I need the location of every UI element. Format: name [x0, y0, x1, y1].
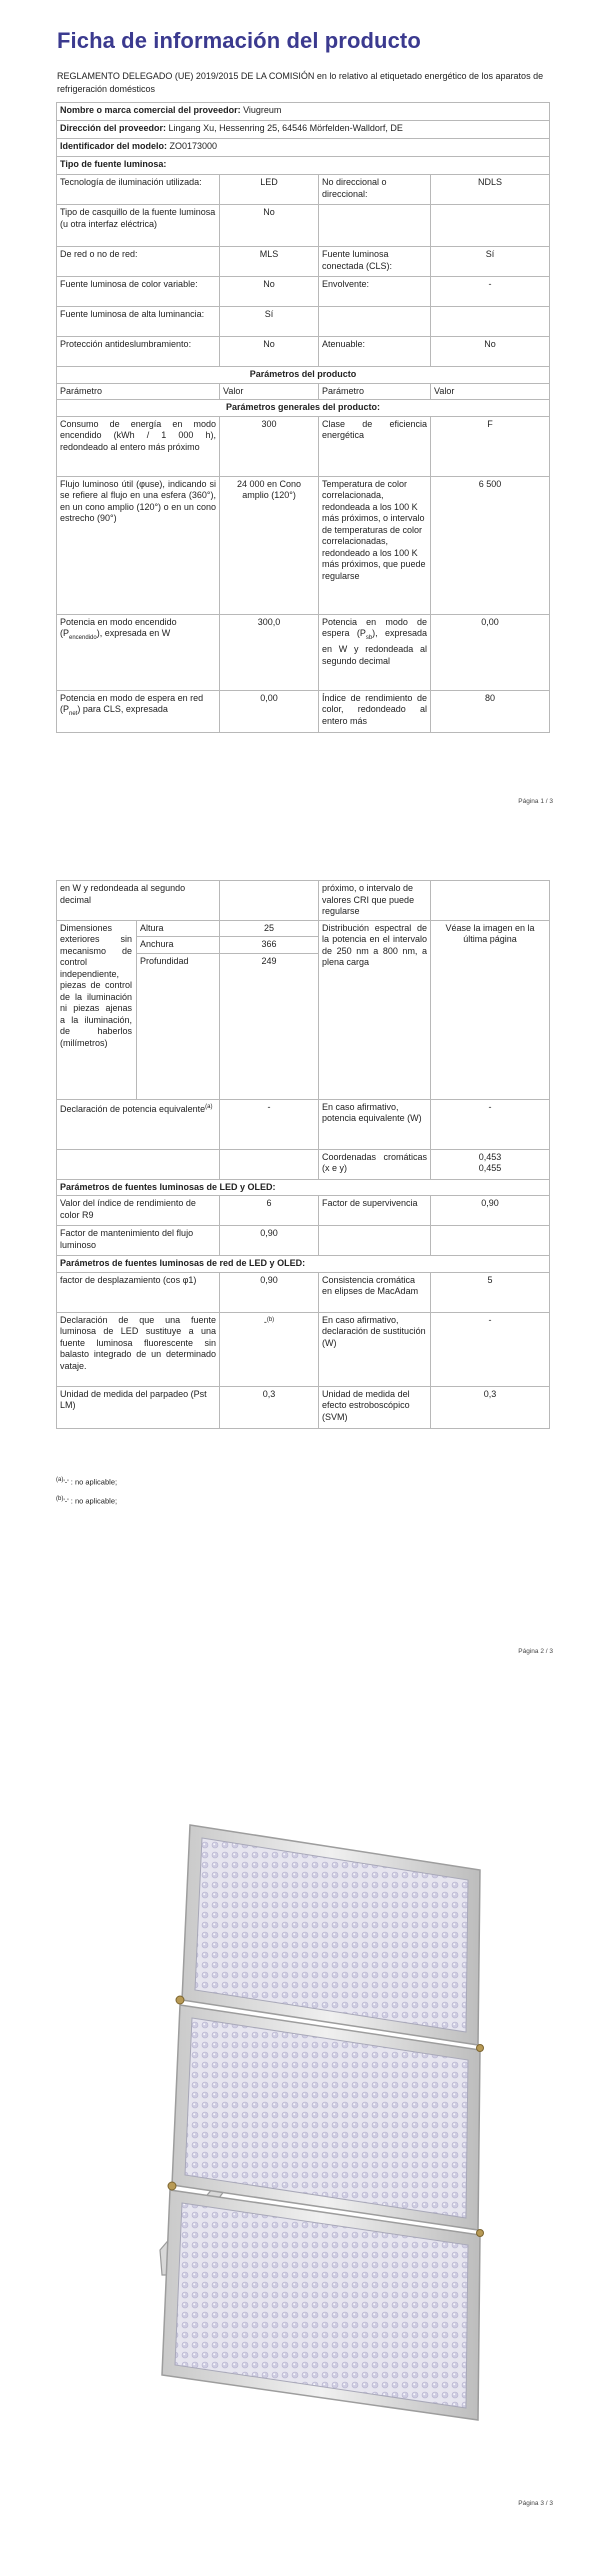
cri-label-cont: próximo, o intervalo de valores CRI que puede regularse	[319, 881, 431, 921]
cct-value: 6 500	[431, 476, 550, 614]
col-param-2: Parámetro	[319, 383, 431, 400]
glare-value: No	[220, 337, 319, 367]
glare-label: Protección antideslumbramiento:	[57, 337, 220, 367]
spd-label: Distribución espectral de la potencia en el intervalo de 250 nm a 800 nm, a plena carga	[319, 920, 431, 1099]
product-info-table	[56, 102, 550, 733]
regulation-text: REGLAMENTO DELEGADO (UE) 2019/2015 DE LA COMISIÓN en lo relativo al etiquetado energético de los aparatos de refrigeración domésticos	[57, 71, 544, 94]
eclass-value: F	[431, 416, 550, 476]
equiv-value: -	[220, 1099, 319, 1149]
envelope-label: Envolvente:	[319, 277, 431, 307]
mains-value: MLS	[220, 247, 319, 277]
r9-value: 6	[220, 1196, 319, 1226]
equiv-power-value: -	[431, 1099, 550, 1149]
led-heading: Parámetros de fuentes luminosas de LED y OLED:	[57, 1179, 550, 1196]
product-params-table-cont	[56, 880, 550, 1429]
general-heading: Parámetros generales del producto:	[57, 400, 550, 417]
on-power-label: Potencia en modo encendido $(P_{encendido})$, expresada en W	[57, 614, 220, 690]
hl-value: Sí	[220, 307, 319, 337]
supplier-address-row: Dirección del proveedor: Lingang Xu, Hessenring 25, 64546 Mörfelden-Walldorf, DE	[57, 121, 550, 139]
product-image	[150, 1820, 550, 2430]
footnote-a: $^{(a)}$'-' : no aplicable;	[56, 1477, 118, 1487]
r9-label: Valor del índice de rendimiento de color R9	[57, 1196, 220, 1226]
depth-label: Profundidad	[137, 953, 220, 1099]
width-value: 366	[220, 937, 319, 954]
footnote-b: $^{(b)}$'-' : no aplicable;	[56, 1495, 118, 1505]
page-number-1: Página 1 / 3	[518, 798, 553, 805]
dimmable-label: Atenuable:	[319, 337, 431, 367]
tech-label: Tecnología de iluminación utilizada:	[57, 175, 220, 205]
doc-title: Ficha de información del producto	[57, 28, 421, 53]
chroma-value: 0,453 0,455	[431, 1149, 550, 1179]
tunable-label: Fuente luminosa de color variable:	[57, 277, 220, 307]
mains-label: De red o no de red:	[57, 247, 220, 277]
dimmable-value: No	[431, 337, 550, 367]
width-label: Anchura	[137, 937, 220, 954]
replace-value: -$^{(b)}$	[220, 1312, 319, 1386]
cls-value: Sí	[431, 247, 550, 277]
standby-value: 0,00	[431, 614, 550, 690]
cri-label: Índice de rendimiento de color, redondeado al entero más	[319, 690, 431, 732]
survival-label: Factor de supervivencia	[319, 1196, 431, 1226]
replace-w-value: -	[431, 1312, 550, 1386]
survival-value: 0,90	[431, 1196, 550, 1226]
standby-label: Potencia en modo de espera $(P_{sb})$, expresada en W y redondeada al segundo decimal	[319, 614, 431, 690]
netstandby-value: 0,00	[220, 690, 319, 732]
cri-value: 80	[431, 690, 550, 732]
flux-label: Flujo luminoso útil (φuse), indicando si se refiere al flujo en una esfera (360°), en un cono amplio (120°) o en un cono estrecho (90°)	[57, 476, 220, 614]
macadam-value: 5	[431, 1272, 550, 1312]
netstandby-label-cont: en W y redondeada al segundo decimal	[57, 881, 220, 921]
tech-value: LED	[220, 175, 319, 205]
page-3	[0, 1700, 603, 2560]
nondir-value: NDLS	[431, 175, 550, 205]
tunable-value: No	[220, 277, 319, 307]
displacement-label: factor de desplazamiento (cos φ1)	[57, 1272, 220, 1312]
macadam-label: Consistencia cromática en elipses de MacAdam	[319, 1272, 431, 1312]
page-number-2: Página 2 / 3	[518, 1648, 553, 1655]
col-param-1: Parámetro	[57, 383, 220, 400]
depth-value: 249	[220, 953, 319, 1099]
height-value: 25	[220, 920, 319, 937]
cap-value: No	[220, 205, 319, 247]
model-id-row: Identificador del modelo: ZO0173000	[57, 139, 550, 157]
equiv-power-label: En caso afirmativo, potencia equivalente (W)	[319, 1099, 431, 1149]
cct-label: Temperatura de color correlacionada, redondeada a los 100 K más próximos, o intervalo de temperaturas de color correlacionadas, redondeado a los 100 K más próximos, que puede regularse	[319, 476, 431, 614]
height-label: Altura	[137, 920, 220, 937]
flux-value: 24 000 en Cono amplio (120°)	[220, 476, 319, 614]
flicker-value: 0,3	[220, 1386, 319, 1428]
params-heading: Parámetros del producto	[57, 367, 550, 384]
lumen-value: 0,90	[220, 1226, 319, 1256]
hl-label: Fuente luminosa de alta luminancia:	[57, 307, 220, 337]
on-power-value: 300,0	[220, 614, 319, 690]
flicker-label: Unidad de medida del parpadeo (Pst LM)	[57, 1386, 220, 1428]
netstandby-label: Potencia en modo de espera en red $(P_{net})$ para CLS, expresada	[57, 690, 220, 732]
energy-value: 300	[220, 416, 319, 476]
eclass-label: Clase de eficiencia energética	[319, 416, 431, 476]
cls-label: Fuente luminosa conectada (CLS):	[319, 247, 431, 277]
mains-led-heading: Parámetros de fuentes luminosas de red de LED y OLED:	[57, 1256, 550, 1273]
displacement-value: 0,90	[220, 1272, 319, 1312]
chroma-label: Coordenadas cromáticas (x e y)	[319, 1149, 431, 1179]
footnotes	[56, 1472, 117, 1509]
svm-label: Unidad de medida del efecto estroboscópico (SVM)	[319, 1386, 431, 1428]
svm-value: 0,3	[431, 1386, 550, 1428]
lumen-label: Factor de mantenimiento del flujo luminoso	[57, 1226, 220, 1256]
equiv-label: Declaración de potencia equivalente$^{(a)}$	[57, 1099, 220, 1149]
page-2	[0, 880, 603, 1660]
nondir-label: No direccional o direccional:	[319, 175, 431, 205]
replace-w-label: En caso afirmativo, declaración de sustitución (W)	[319, 1312, 431, 1386]
source-type-row: Tipo de fuente luminosa:	[57, 157, 550, 175]
spd-value: Véase la imagen en la última página	[431, 920, 550, 1099]
page-number-3: Página 3 / 3	[518, 2500, 553, 2507]
col-value-2: Valor	[431, 383, 550, 400]
energy-label: Consumo de energía en modo encendido (kWh / 1 000 h), redondeado al entero más próximo	[57, 416, 220, 476]
led-panel-bottom	[162, 2190, 480, 2420]
replace-label: Declaración de que una fuente luminosa de LED sustituye a una fuente luminosa fluorescente sin balasto integrado de un determinado vataje.	[57, 1312, 220, 1386]
cap-label: Tipo de casquillo de la fuente luminosa (u otra interfaz eléctrica)	[57, 205, 220, 247]
envelope-value: -	[431, 277, 550, 307]
supplier-name-row: Nombre o marca comercial del proveedor: Viugreum	[57, 103, 550, 121]
col-value-1: Valor	[220, 383, 319, 400]
dimensions-label: Dimensiones exteriores sin mecanismo de control independiente, piezas de control de la iluminación ni piezas ajenas a la iluminación, de haberlos (milímetros)	[57, 920, 137, 1099]
page-1	[0, 0, 603, 820]
